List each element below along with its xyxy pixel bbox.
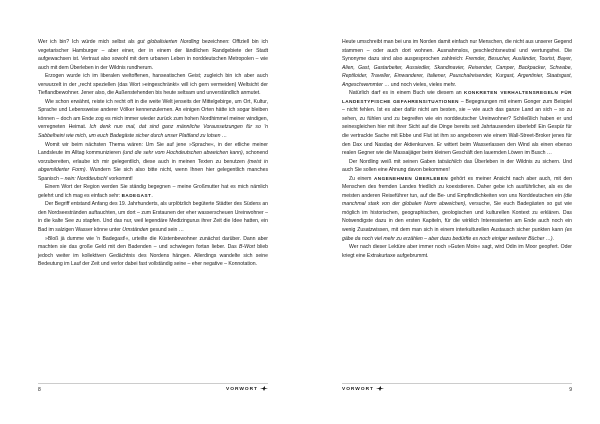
text-run: Fremder, Besucher, Ausländer, Tourist, Bayer, Alien, Gast, Gastarbeiter, Aussiedler, Skandinavier, Reisender, Camper, Backpacker, Schwabe, Reptiloider, Traveller, Einwanderer, Italiener, Pauschalreisender, Kurgast, Argentinier, Staatsgast, Angeschwemmter (342, 56, 572, 88)
text-run: Umständen (122, 227, 149, 234)
text-run: (meist in abgemilderter Form) (38, 158, 268, 174)
paragraph (342, 38, 572, 89)
paragraph (342, 243, 572, 260)
text-run: – Begegnungen mit einem Gonger zum Beispiel – nicht fehlen. Ist es aber dafür nicht am besten, sie – wie auch das ganze Land an sich – so zu sehen, zu fühlen und zu begreifen wie ein norddeutscher Ureinwohner? Schließlich haben er und seinesgleichen hier mit ihrer Sicht auf die Dinge bereits seit Jahrtausenden überlebt! Ein Gespür für die vertrackte Sache mit Ebbe und Flut ist ihm so angeboren wie einem Wall-Street-Broker jenes für den Dax und Nasdaq der Aktienkurven. Er wittert beim Wasserlassen den Wind als einen ebenso realen Gegner wie die Massaijäger beim kleinen Geschäft den lauernden Löwen im Busch … (342, 98, 572, 157)
text-run: Zu einem (349, 175, 374, 182)
paragraph (342, 175, 572, 243)
footer-rule (342, 383, 572, 384)
text-run: , schonend vorzubereiten, erlaube ich mir gelegentlich, diese auch in meinen Texten zu benutzen (38, 150, 268, 165)
paragraph (342, 158, 572, 175)
text-run: KONKRETEN VERHALTENSREGELN FÜR LANDESTYPISCHE GEFAHRENSITUATIONEN (342, 90, 572, 104)
paragraph (38, 141, 268, 184)
text-run: gesund sein … (148, 227, 184, 234)
paragraph (38, 200, 268, 234)
text-run: Womit wir beim nächsten Thema wären: Um Sie auf jene »Sprache«, in der etliche meiner Landsleute im Alltag kommunizieren (38, 141, 268, 157)
text-run: Der Nordling weiß mit seinen Gaben (349, 158, 438, 165)
text-run: Wer nach dieser Lektüre aber immer noch »Guten Moin« sagt, wird Odin im Moor geopfert. Oder kriegt eine Extrakurtaxe aufgebrummt. (342, 244, 572, 259)
paragraph (38, 98, 268, 141)
text-run: »Bloß jä dumme wie 'n Badegast!«, urteilte die Küstenbewohner zunächst darüber. Dann aber machten sie das große Geld mit den Badenden – und schwiegen fortan lieber. Das (38, 235, 268, 251)
text-run: gehört es meiner Ansicht nach aber auch, mit den Menschen des fremden Landes friedlich zu koexistieren. Daher gebe ich ausführlicher, als es die meisten anderen Reiseführer tun, auf die Be- und Empfindlichkeiten von uns Norddeutschen ein (342, 175, 572, 199)
paragraph (38, 38, 268, 72)
running-head-label: VORWORT (226, 387, 258, 392)
text-run: bezeichnen: Offiziell bin ich vegetarischer Hamburger – aber einer, der in einem der ländlichen Randgebiete der Stadt aufgewachsen ist. Vertraut also sowohl mit dem urbanen Leben in norddeutschen Metropolen – wie auch mit dem Überleben in der Wildnis rundherum. (38, 39, 268, 71)
text-run: ANGENEHMEN ÜBERLEBEN (373, 175, 449, 181)
text-run: (und die sehr vom Hochdeutschen abweichen kann) (122, 150, 243, 157)
text-run: Ich denk nun mal, dat sind ganz männliche Voraussetzungen für so 'n Sabbelheini wie mich, um euch Badegäste sicher durch unser Plattland zu lotsen … (38, 124, 268, 140)
text-run: tatsächlich (437, 158, 462, 165)
text-run: , versuche, Sie euch Badegästen so gut wie möglich im historischen, geographischen, geologischen und kulturellen Kontext zu erklären. Das Notwendigste dazu in den ersten Kapiteln, für die wirklich Interessierten am Ende auch noch ein wenig Zusatzwissen, mit dem man sich in einem interkulturellen Austausch sicher punkten kann (342, 201, 572, 234)
bird-icon (376, 386, 384, 391)
running-head (226, 386, 268, 394)
text-run: das Überleben in der Wildnis zu sichern. Und auch Sie sollen eine Ahnung davon bekommen! (342, 158, 572, 174)
text-run: . (151, 192, 153, 199)
text-run: . Wundern Sie sich also bitte nicht, wenn Ihnen hier gelegentlich manches Spanisch – (38, 167, 268, 182)
text-run: Der Begriff entstand Anfang des 19. Jahrhunderts, als urplötzlich begüterte Städter des Südens an den Nordseestränden auftauchten, um dort – zum Erstaunen der eher wasserscheuen Ureinwohner – in die kalte See zu stapfen. Und das nur, weil legendäre Medizingurus ihrer Zeit die Idee hatten, ein Bad im salzigen Wasser könne unter (38, 201, 268, 234)
right-page-footer (342, 386, 572, 396)
paragraph (38, 183, 268, 200)
text-run: blieb jedoch weiter im kollektiven Gedächtnis des Nordens hängen. Allerdings wandelte sich seine Bedeutung im Lauf der Zeit und verlor dabei fast vollständig seine – eher negative – Konnotation. (38, 244, 268, 268)
text-run: vorkommt! (107, 175, 133, 182)
text-run: … und noch vieles, vieles mehr. (382, 81, 457, 88)
page-number: 8 (38, 387, 41, 393)
text-run: BADEGAST (121, 192, 152, 198)
paragraph (38, 235, 268, 269)
text-run: nein: Norddeutsch! (64, 175, 108, 182)
footer-rule (38, 383, 268, 384)
text-run: Erzogen wurde ich im liberalen weltoffenen, hanseatischen Geist; zugleich bin ich aber auch verwurzelt in der „recht speziellen (das Wort »eingeschränkt« will ich gern vermeiden) Weltsicht der Tieflandbewohner. Jener also, die Außenstehenden bis heute seltsam und unverständlich anmutet. (38, 73, 268, 97)
page-number: 9 (569, 387, 572, 393)
running-head-label: VORWORT (342, 387, 374, 392)
text-run: gut globalisierten Nordling (137, 39, 200, 45)
paragraph (38, 72, 268, 98)
text-run: Einem Wort der Region werden Sie ständig begegnen – meine Großmutter hat es mich nämlich gelehrt und ich mag es einfach sehr: (38, 184, 268, 199)
bird-icon (260, 386, 268, 391)
text-run: Natürlich darf es in einem Buch wie diesem an (349, 90, 465, 97)
text-run: Wer ich bin? Ich würde mich selbst als (38, 39, 138, 45)
text-run: (die manchmal stark von der globalen Norm abweichen) (342, 192, 572, 208)
text-run: Wie schon erwähnt, reiste ich recht oft in die weite Welt jenseits der Mittelgebirge, um Ort, Kultur, Sprache und Lebensweise anderer Völker kennenzulernen. An einigen Orten hätte ich sogar bleiben können – doch am Ende zog es mich immer wieder zurück zum hohen Nordhimmel meiner windigen, verregneten Heimat. (38, 98, 268, 131)
left-page-footer (38, 386, 268, 396)
left-page-text (38, 38, 268, 388)
text-run: . (552, 235, 554, 242)
text-run: B-Wort (239, 244, 255, 251)
right-page-text (342, 38, 572, 388)
text-run: (es gäbe da noch viel mehr zu erzählen – aber dazu bedürfte es noch einiger weiterer Bücher …) (342, 227, 572, 242)
text-run: Heute umschreibt man bei uns im Norden damit einfach nur Menschen, die nicht aus unserer Gegend stammen – oder auch dort wohnen. Ausnahmslos, geschlechtsneutral und wertungsfrei. Die Synonyme dazu sind also ausgesprochen zahlreich: (342, 39, 572, 63)
running-head (342, 386, 384, 394)
paragraph (342, 89, 572, 157)
